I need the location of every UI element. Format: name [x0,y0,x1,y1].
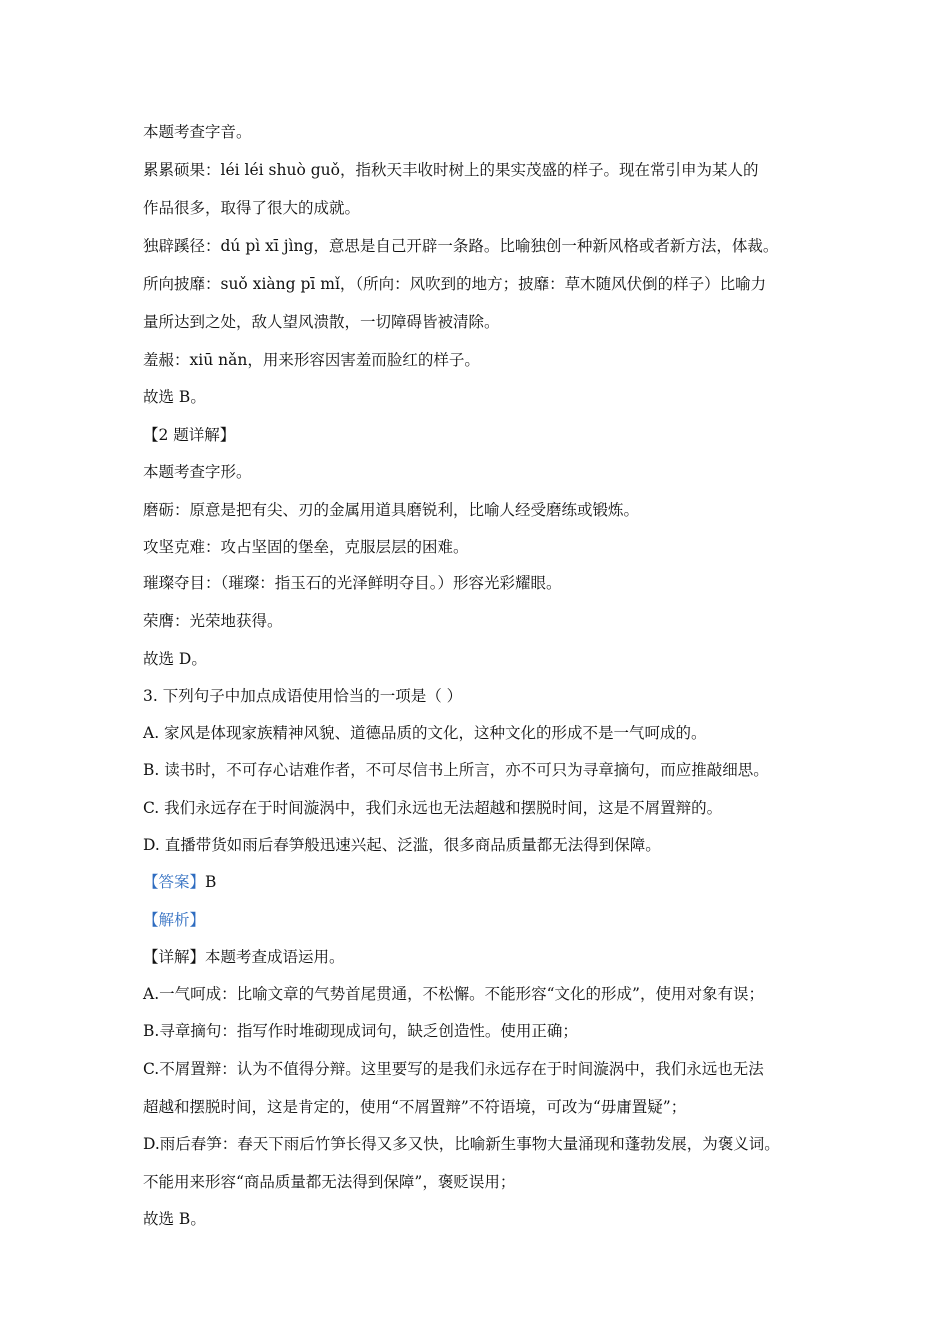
text-line: 故选 D。 [143,650,207,668]
text-line: 磨砺：原意是把有尖、刃的金属用道具磨锐利，比喻人经受磨练或锻炼。 [143,501,640,519]
text-line: 荣膺：光荣地获得。 [143,612,283,630]
answer-value: B [205,873,217,891]
section-heading: 【2 题详解】 [143,426,236,444]
text-line: 璀璨夺目：（璀璨：指玉石的光泽鲜明夺目。）形容光彩耀眼。 [143,574,562,592]
text-line: 羞赧：xiū nǎn，用来形容因害羞而脸红的样子。 [143,351,480,369]
analysis-label: 【解析】 [143,911,206,929]
text-line: D.雨后春笋：春天下雨后竹笋长得又多又快，比喻新生事物大量涌现和蓬勃发展，为褒义词。 [143,1135,780,1153]
text-line: A.一气呵成：比喻文章的气势首尾贯通，不松懈。不能形容“文化的形成”，使用对象有误； [143,985,764,1003]
text-line: 累累硕果：léi léi shuò guǒ，指秋天丰收时树上的果实茂盛的样子。现在常引申为某人的 [143,161,759,179]
text-line: 本题考查字形。 [143,463,252,481]
option-c: C. 我们永远存在于时间漩涡中，我们永远也无法超越和摆脱时间，这是不屑置辩的。 [143,799,723,817]
option-b: B. 读书时，不可存心诘难作者，不可尽信书上所言，亦不可只为寻章摘句，而应推敲细思。 [143,761,769,779]
text-line: 不能用来形容“商品质量都无法得到保障”，褒贬误用； [143,1173,516,1191]
text-line: 故选 B。 [143,388,206,406]
text-line: 【详解】本题考查成语运用。 [143,948,345,966]
text-line: C.不屑置辩：认为不值得分辩。这里要写的是我们永远存在于时间漩涡中，我们永远也无法 [143,1060,764,1078]
text-line: 本题考查字音。 [143,123,252,141]
text-line: 作品很多，取得了很大的成就。 [143,199,361,217]
text-line: 量所达到之处，敌人望风溃散，一切障碍皆被清除。 [143,313,500,331]
text-line: 故选 B。 [143,1210,206,1228]
option-d: D. 直播带货如雨后春笋般迅速兴起、泛滥，很多商品质量都无法得到保障。 [143,836,661,854]
text-line: 超越和摆脱时间，这是肯定的，使用“不屑置辩”不符语境，可改为“毋庸置疑”； [143,1098,687,1116]
question-stem: 3. 下列句子中加点成语使用恰当的一项是（ ） [143,687,463,705]
answer-label: 【答案】 [143,873,206,891]
text-line: B.寻章摘句：指写作时堆砌现成词句，缺乏创造性。使用正确； [143,1022,578,1040]
option-a: A. 家风是体现家族精神风貌、道德品质的文化，这种文化的形成不是一气呵成的。 [143,724,707,742]
answer-line [143,872,216,892]
text-line: 攻坚克难：攻占坚固的堡垒，克服层层的困难。 [143,538,469,556]
text-line: 所向披靡：suǒ xiàng pī mǐ，（所向：风吹到的地方；披靡：草木随风伏倒的样子）比喻力 [143,275,767,293]
text-line: 独辟蹊径：dú pì xī jìng，意思是自己开辟一条路。比喻独创一种新风格或者新方法，体裁。 [143,237,779,255]
